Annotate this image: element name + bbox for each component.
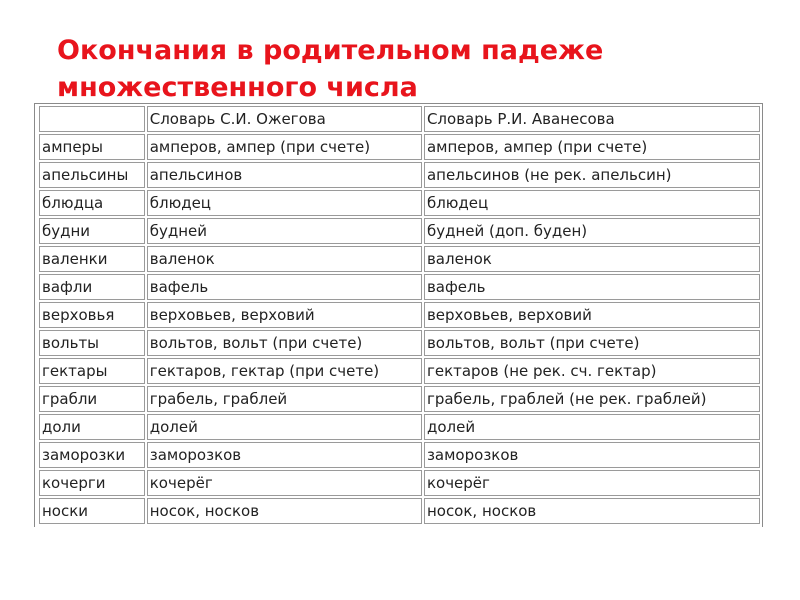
ozhegov-cell: кочерёг	[147, 470, 422, 496]
avanesov-cell: амперов, ампер (при счете)	[424, 134, 760, 160]
avanesov-cell: вафель	[424, 274, 760, 300]
ozhegov-cell: гектаров, гектар (при счете)	[147, 358, 422, 384]
avanesov-cell: заморозков	[424, 442, 760, 468]
table-row	[39, 274, 760, 300]
table-row	[39, 246, 760, 272]
table-row	[39, 414, 760, 440]
word-cell: вафли	[39, 274, 145, 300]
table-row	[39, 442, 760, 468]
word-cell: блюдца	[39, 190, 145, 216]
avanesov-cell: гектаров (не рек. сч. гектар)	[424, 358, 760, 384]
table-row	[39, 302, 760, 328]
avanesov-cell: блюдец	[424, 190, 760, 216]
avanesov-cell: долей	[424, 414, 760, 440]
ozhegov-cell: грабель, граблей	[147, 386, 422, 412]
word-cell: заморозки	[39, 442, 145, 468]
header-cell-ozhegov: Словарь С.И. Ожегова	[147, 106, 422, 132]
avanesov-cell: верховьев, верховий	[424, 302, 760, 328]
table-row	[39, 386, 760, 412]
table-row	[39, 470, 760, 496]
dictionary-table-body	[39, 106, 760, 524]
word-cell: апельсины	[39, 162, 145, 188]
ozhegov-cell: вафель	[147, 274, 422, 300]
word-cell: валенки	[39, 246, 145, 272]
word-cell: вольты	[39, 330, 145, 356]
ozhegov-cell: апельсинов	[147, 162, 422, 188]
word-cell: амперы	[39, 134, 145, 160]
ozhegov-cell: носок, носков	[147, 498, 422, 524]
ozhegov-cell: валенок	[147, 246, 422, 272]
table-header-row	[39, 106, 760, 132]
avanesov-cell: носок, носков	[424, 498, 760, 524]
ozhegov-cell: вольтов, вольт (при счете)	[147, 330, 422, 356]
table-row	[39, 358, 760, 384]
ozhegov-cell: долей	[147, 414, 422, 440]
ozhegov-cell: будней	[147, 218, 422, 244]
table-row	[39, 134, 760, 160]
slide-title-line-1: Окончания в родительном падеже	[57, 35, 604, 66]
avanesov-cell: апельсинов (не рек. апельсин)	[424, 162, 760, 188]
avanesov-cell: вольтов, вольт (при счете)	[424, 330, 760, 356]
slide-title-line-2: множественного числа	[57, 72, 418, 103]
table-row	[39, 218, 760, 244]
avanesov-cell: грабель, граблей (не рек. граблей)	[424, 386, 760, 412]
avanesov-cell: валенок	[424, 246, 760, 272]
word-cell: доли	[39, 414, 145, 440]
table-row	[39, 498, 760, 524]
table-row	[39, 162, 760, 188]
dictionary-table	[37, 104, 762, 526]
word-cell: носки	[39, 498, 145, 524]
ozhegov-cell: амперов, ампер (при счете)	[147, 134, 422, 160]
avanesov-cell: кочерёг	[424, 470, 760, 496]
table-row	[39, 190, 760, 216]
ozhegov-cell: заморозков	[147, 442, 422, 468]
slide-title	[57, 32, 757, 106]
ozhegov-cell: блюдец	[147, 190, 422, 216]
word-cell: будни	[39, 218, 145, 244]
header-cell-avanesov: Словарь Р.И. Аванесова	[424, 106, 760, 132]
word-cell: верховья	[39, 302, 145, 328]
word-cell: грабли	[39, 386, 145, 412]
ozhegov-cell: верховьев, верховий	[147, 302, 422, 328]
word-cell: кочерги	[39, 470, 145, 496]
word-cell: гектары	[39, 358, 145, 384]
header-cell-word	[39, 106, 145, 132]
avanesov-cell: будней (доп. буден)	[424, 218, 760, 244]
dictionary-table-container	[34, 103, 763, 527]
table-row	[39, 330, 760, 356]
